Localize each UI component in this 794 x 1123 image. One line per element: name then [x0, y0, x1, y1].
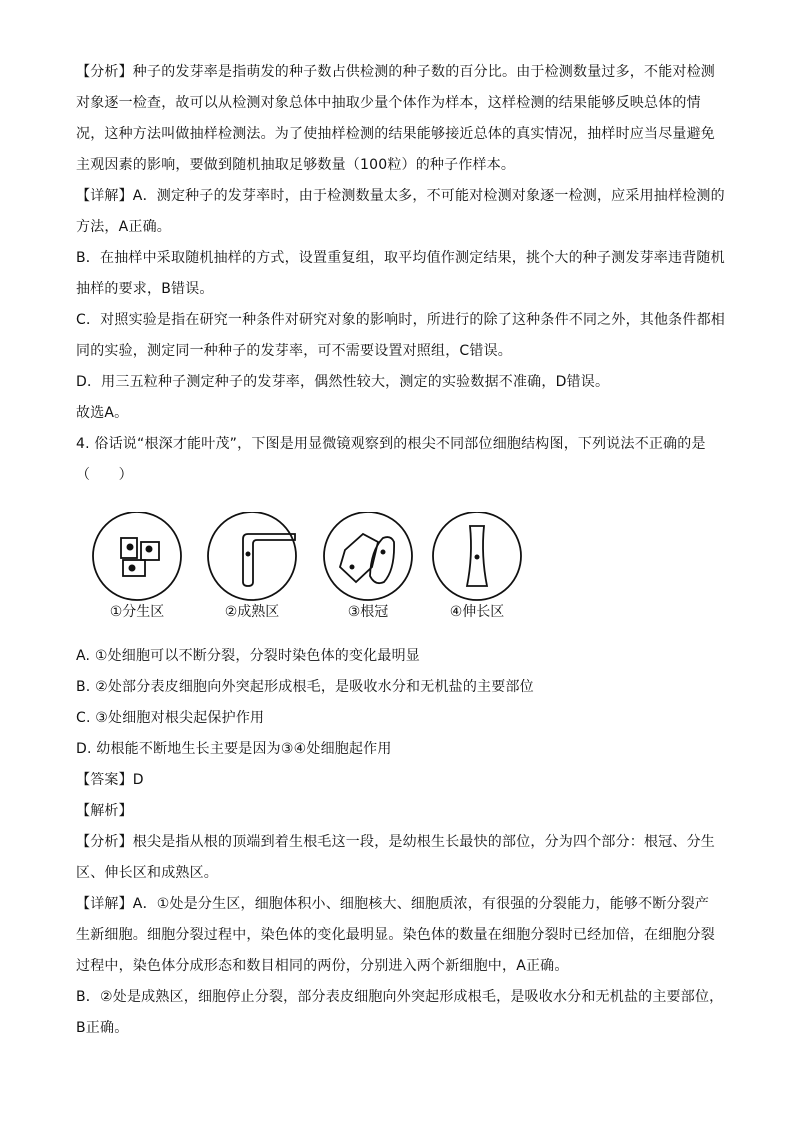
analysis-heading: 【解析】: [76, 803, 133, 819]
option-a: A. ①处细胞可以不断分裂，分裂时染色体的变化最明显: [76, 648, 420, 664]
nucleus: [246, 552, 251, 557]
nucleus: [381, 550, 386, 555]
text-line: 主观因素的影响，要做到随机抽取足够数量（100粒）的种子作样本。: [76, 157, 516, 173]
answer-blank: （ ）: [76, 467, 133, 483]
text-line: 同的实验，测定同一种种子的发芽率，可不需要设置对照组，C错误。: [76, 343, 512, 359]
text-line: 生新细胞。细胞分裂过程中，染色体的变化最明显。染色体的数量在细胞分裂时已经加倍，在细胞分裂: [76, 927, 715, 943]
text-line: 抽样的要求，B错误。: [76, 281, 214, 297]
text-line: 况，这种方法叫做抽样检测法。为了使抽样检测的结果能够接近总体的真实情况，抽样时应当尽量避免: [76, 126, 715, 142]
text-line: 【详解】A．测定种子的发芽率时，由于检测数量太多，不可能对检测对象逐一检测，应采用抽样检测的: [76, 188, 725, 204]
text-line: 对象逐一检查，故可以从检测对象总体中抽取少量个体作为样本，这样检测的结果能够反映总体的情: [76, 95, 701, 111]
answer-line: 【答案】D: [76, 772, 144, 788]
view-circle-2: [208, 512, 296, 600]
text-line: 故选A。: [76, 405, 129, 421]
option-c: C. ③处细胞对根尖起保护作用: [76, 710, 265, 726]
text-line: 区、伸长区和成熟区。: [76, 865, 218, 881]
figure-label: ③根冠: [347, 604, 389, 620]
text-line: B正确。: [76, 1020, 129, 1036]
text-line: B．在抽样中采取随机抽样的方式，设置重复组，取平均值作测定结果，挑个大的种子测发芽率违背随机: [76, 250, 725, 266]
nucleus: [129, 565, 136, 572]
nucleus: [127, 544, 134, 551]
text-line: 【详解】A．①处是分生区，细胞体积小、细胞核大、细胞质浓，有很强的分裂能力，能够不断分裂产: [76, 896, 710, 912]
nucleus: [475, 555, 480, 560]
figure-svg: [90, 512, 540, 632]
figure-label: ②成熟区: [224, 604, 280, 620]
root-tip-cells-figure: [90, 512, 540, 632]
text-line: 过程中，染色体分成形态和数目相同的两份，分别进入两个新细胞中，A正确。: [76, 958, 569, 974]
text-line: C．对照实验是指在研究一种条件对研究对象的影响时，所进行的除了这种条件不同之外，其他条件都相: [76, 312, 725, 328]
text-line: B．②处是成熟区，细胞停止分裂，部分表皮细胞向外突起形成根毛，是吸收水分和无机盐的主要部位，: [76, 989, 724, 1005]
text-line: D．用三五粒种子测定种子的发芽率，偶然性较大，测定的实验数据不准确，D错误。: [76, 374, 610, 390]
option-b: B. ②处部分表皮细胞向外突起形成根毛，是吸收水分和无机盐的主要部位: [76, 679, 534, 695]
figure-label: ①分生区: [109, 604, 165, 620]
nucleus: [146, 546, 153, 553]
text-line: 方法，A正确。: [76, 219, 171, 235]
text-line: 【分析】种子的发芽率是指萌发的种子数占供检测的种子数的百分比。由于检测数量过多，不能对检测: [76, 64, 715, 80]
root-hair-cell-outline: [243, 534, 295, 586]
option-d: D. 幼根能不断地生长主要是因为③④处细胞起作用: [76, 741, 392, 757]
view-circle-3: [324, 512, 412, 600]
nucleus: [350, 565, 355, 570]
figure-label: ④伸长区: [449, 604, 505, 620]
question-stem: 4. 俗话说“根深才能叶茂”，下图是用显微镜观察到的根尖不同部位细胞结构图，下列说法不正确的是: [76, 436, 706, 452]
text-line: 【分析】根尖是指从根的顶端到着生根毛这一段，是幼根生长最快的部位，分为四个部分：根冠、分生: [76, 834, 715, 850]
